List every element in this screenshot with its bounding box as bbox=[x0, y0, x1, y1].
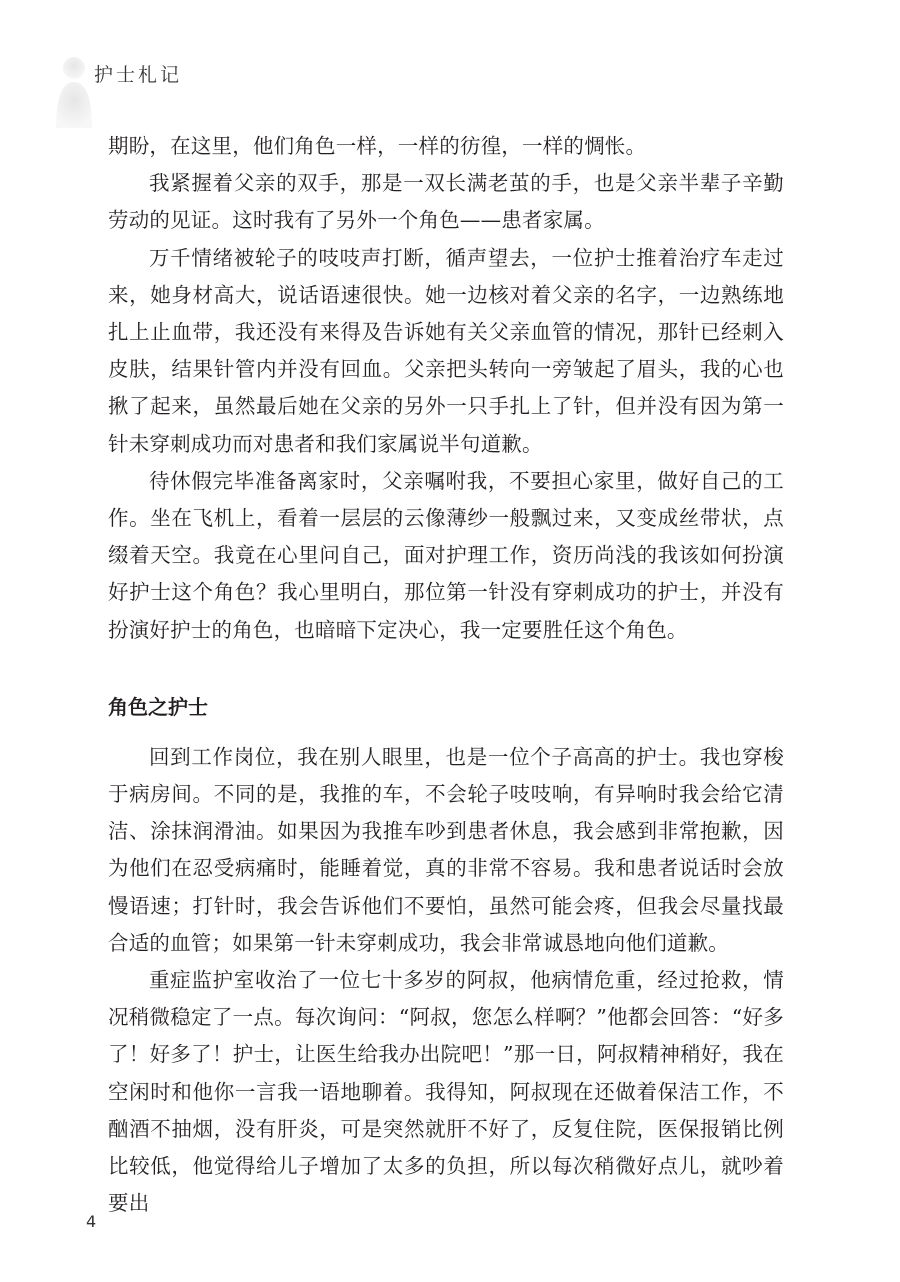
running-header bbox=[52, 50, 352, 130]
paragraph: 待休假完毕准备离家时，父亲嘱咐我，不要担心家里，做好自己的工作。坐在飞机上，看着一层层的云像薄纱一般飘过来，又变成丝带状，点缀着天空。我竟在心里问自己，面对护理工作，资历尚浅的我该如何扮演好护士这个角色？我心里明白，那位第一针没有穿刺成功的护士，并没有扮演好护士的角色，也暗暗下定决心，我一定要胜任这个角色。 bbox=[108, 468, 784, 642]
paragraph: 我紧握着父亲的双手，那是一双长满老茧的手，也是父亲半辈子辛勤劳动的见证。这时我有了另外一个角色——患者家属。 bbox=[108, 171, 784, 233]
paragraph: 期盼，在这里，他们角色一样，一样的彷徨，一样的惆怅。 bbox=[108, 134, 647, 158]
page-number: 4 bbox=[86, 1212, 97, 1231]
paragraph: 回到工作岗位，我在别人眼里，也是一位个子高高的护士。我也穿梭于病房间。不同的是，我推的车，不会轮子吱吱响，有异响时我会给它清洁、涂抹润滑油。如果因为我推车吵到患者休息，我会感到非常抱歉，因为他们在忍受病痛时，能睡着觉，真的非常不容易。我和患者说话时会放慢语速；打针时，我会告诉他们不要怕，虽然可能会疼，但我会尽量找最合适的血管；如果第一针未穿刺成功，我会非常诚恳地向他们道歉。 bbox=[108, 744, 784, 955]
page-body bbox=[108, 128, 784, 1222]
section-heading: 角色之护士 bbox=[108, 694, 208, 719]
paragraph: 重症监护室收治了一位七十多岁的阿叔，他病情危重，经过抢救，情况稍微稳定了一点。每次询问：“阿叔，您怎么样啊？”他都会回答：“好多了！好多了！护士，让医生给我办出院吧！”那一日，阿叔精神稍好，我在空闲时和他你一言我一语地聊着。我得知，阿叔现在还做着保洁工作，不酗酒不抽烟，没有肝炎，可是突然就肝不好了，反复住院，医保报销比例比较低，他觉得给儿子增加了太多的负担，所以每次稍微好点儿，就吵着要出 bbox=[108, 968, 784, 1216]
paragraph: 万千情绪被轮子的吱吱声打断，循声望去，一位护士推着治疗车走过来，她身材高大，说话语速很快。她一边核对着父亲的名字，一边熟练地扎上止血带，我还没有来得及告诉她有关父亲血管的情况，那针已经刺入皮肤，结果针管内并没有回血。父亲把头转向一旁皱起了眉头，我的心也揪了起来，虽然最后她在父亲的另外一只手扎上了针，但并没有因为第一针未穿刺成功而对患者和我们家属说半句道歉。 bbox=[108, 245, 784, 456]
book-title: 护士札记 bbox=[94, 64, 183, 86]
